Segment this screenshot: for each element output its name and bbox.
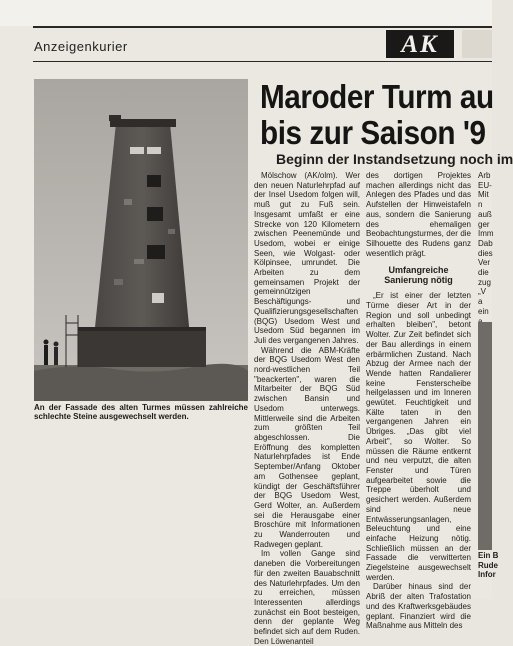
tower-photo-image [34,79,248,401]
article-column-1 [254,171,360,646]
headline-line-1: Maroder Turm au [260,78,494,115]
cropped-line: Imm [478,229,494,239]
masthead-bottom-rule [33,61,492,62]
cropped-line: Mit [478,190,489,200]
section-heading-line-1: Umfangreiche [388,265,449,276]
subheadline: Beginn der Instandsetzung noch im [276,151,513,167]
cropped-line: „V [478,287,486,297]
page-top-margin [0,0,492,26]
paragraph: Darüber hinaus sind der Abriß der alten Trafostation und des Kraftwerksgebäudes geplant. Finanziert wird die Maßnahme aus Mitteln des [366,582,471,631]
cropped-line: Infor [478,570,496,580]
cropped-line: a [478,297,483,307]
section-name: Anzeigenkurier [34,39,128,54]
paragraph: „Er ist einer der letzten Türme dieser Art in der Region und soll unbedingt erhalten bleiben", betont Wolter. Zur Zeit befindet sich der Bau allerdings in einem erbärmlichen Zustand. Nach Abzug der Armee nach der Wende hatten Randalierer keine Fensterscheibe heilgelassen und im Inneren gewütet. Feuchtigkeit und Kälte taten in den vergangenen Jahren ein Übriges. „Das gibt viel Arbeit", so Wolter. So müssen die Räume entkernt und neu verputzt, die alten Fenster und Türen aufgearbeitet sowie die Treppe überholt und gesichert werden. Außerdem sind neue Entwässerungsanlagen, Beleuchtung und eine einfache Heizung nötig. Schließlich müssen an der Fassade die verwitterten Ziegelsteine ausgewechselt werden. [366,291,471,582]
cropped-line: Ver [478,258,491,268]
cropped-line: Dab [478,238,493,248]
second-photo-cropped [478,322,492,550]
paragraph: Mölschow (AK/olm). Wer den neuen Naturlehrpfad auf der Insel Usedom folgen will, muß gut zu Fuß sein. Insgesamt umfaßt er eine Strecke von 120 Kilometern zwischen Peenemünde und Usedom, wobei er einige Seen, wie Wolgast- oder Kölpinsee, umrundet. Die Arbeiten zu dem gemeinsamen Projekt der gemeinnützigen Beschäftigungs- und Qualifizierungsgesellschaften (BQG) Usedom West und Usedom Süd begannen im Juli des vergangenen Jahres. [254,171,360,345]
section-heading-line-2: Sanierung nötig [384,275,453,286]
tower-photo [34,79,248,401]
paragraph: Im vollen Gange sind daneben die Vorbereitungen für den zweiten Bauabschnitt des Naturlehrpfades. Um den zu erreichen, müssen Interessenten allerdings zunächst ein Boot besteigen, denn der geplante Weg befindet sich auf dem Ruden. Den Löwenanteil [254,549,360,646]
cropped-line: Ein B [478,551,499,560]
publication-logo [386,30,454,58]
section-heading [366,265,471,285]
cropped-line: die [478,268,489,278]
second-caption-cropped [478,551,499,591]
cropped-line: dies [478,248,493,258]
cropped-line: auß [478,209,492,219]
cropped-line: ger [478,219,490,229]
article-column-2 [366,171,471,631]
photo-caption: An der Fassade des alten Turmes müssen zahlreiche schlechte Steine ausgewechselt werden. [34,403,248,421]
publication-logo-text: AK [401,31,439,58]
paragraph: des dortigen Projektes machen allerdings nicht das Anlegen des Pfades und das Aufstellen der Hinweistafeln aus, sondern die Sanierung des ehemaligen Beobachtungsturmes, der die Silhouette des Rudens ganz wesentlich prägt. [366,171,471,258]
paragraph: Während die ABM-Kräfte der BQG Usedom West den nord-westlichen Teil "beackerten", waren die Mitarbeiter der BQG Süd zwischen Bansin und Usedom unterwegs. Mittlerweile sind die Arbeiten zum größten Teil abgeschlossen. Die Eröffnung des kompletten Naturlehrpfades ist Ende September/Anfang Oktober am Gothensee geplant, kündigt der Geschäftsführer der BQG Usedom West, Gerd Wolter, an. Außerdem sei die Herausgabe einer Broschüre mit Informationen zu Wanderrouten und Radwegen geplant. [254,345,360,549]
cropped-line: Rude [478,560,498,570]
cropped-line: Arb [478,171,491,180]
masthead-top-rule [33,26,492,28]
headline-line-2: bis zur Saison '9 [260,114,486,151]
cropped-line: EU- [478,180,492,190]
cropped-line: ein [478,306,489,316]
cropped-line: n [478,200,483,210]
cropped-line: zug [478,277,491,287]
masthead-edge [462,30,492,58]
